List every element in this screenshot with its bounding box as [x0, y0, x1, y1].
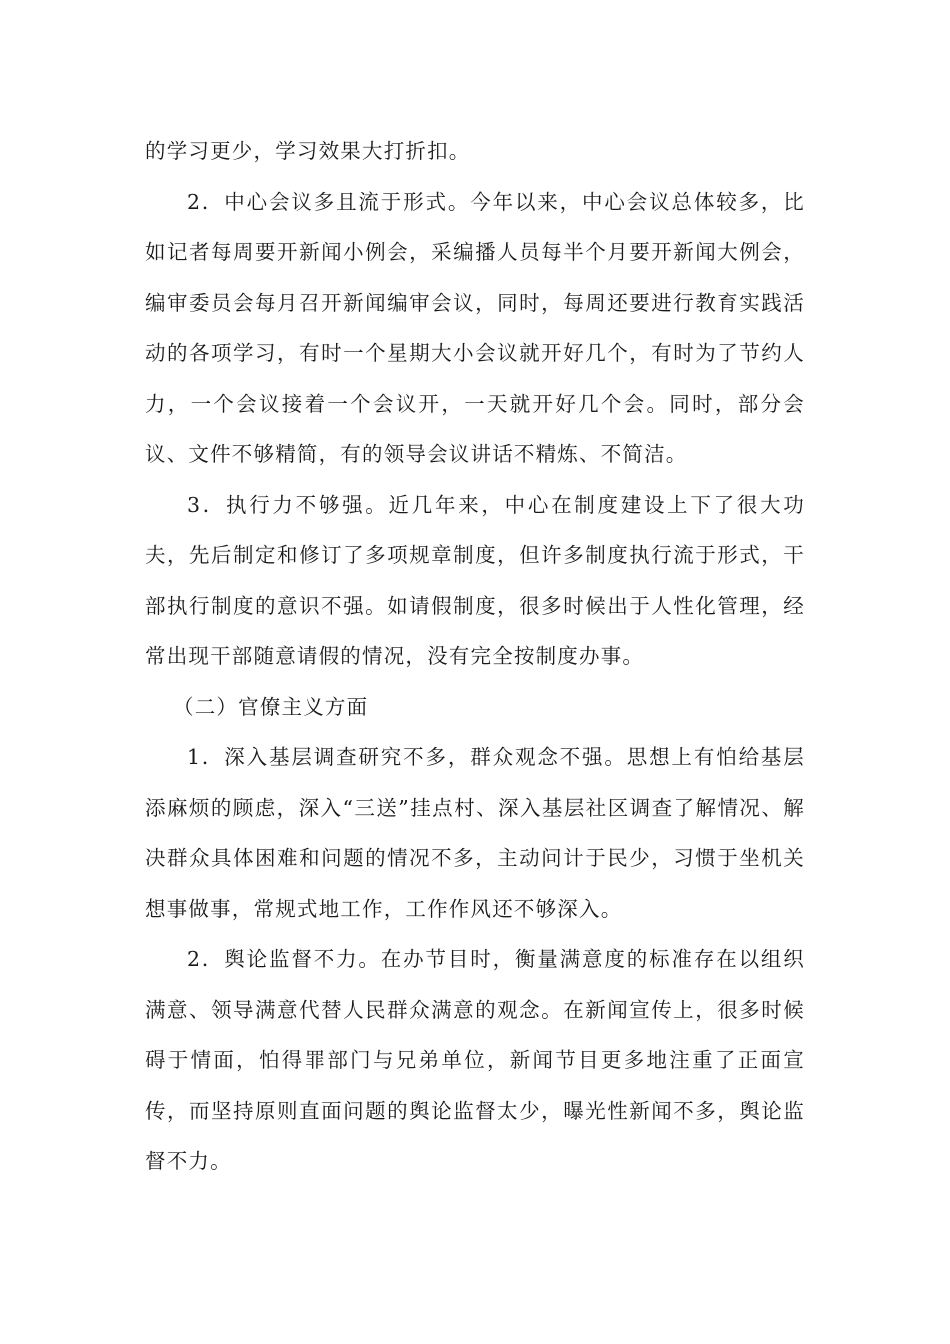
paragraph-meetings: 2．中心会议多且流于形式。今年以来，中心会议总体较多，比如记者每周要开新闻小例会，采编播人员每半个月要开新闻大例会，编审委员会每月召开新闻编审会议，同时，每周还要进行教育实践活动的各项学习，有时一个星期大小会议就开好几个，有时为了节约人力，一个会议接着一个会议开，一天就开好几个会。同时，部分会议、文件不够精简，有的领导会议讲话不精炼、不简洁。: [145, 189, 805, 466]
paragraph-execution: 3．执行力不够强。近几年来，中心在制度建设上下了很大功夫，先后制定和修订了多项规章制度，但许多制度执行流于形式，干部执行制度的意识不强。如请假制度，很多时候出于人性化管理，经常出现干部随意请假的情况，没有完全按制度办事。: [145, 492, 805, 668]
section-heading-bureaucracy: （二）官僚主义方面: [173, 694, 369, 719]
paragraph-grassroots: 1．深入基层调查研究不多，群众观念不强。思想上有怕给基层添麻烦的顾虑，深入“三送”挂点村、深入基层社区调查了解情况、解决群众具体困难和问题的情况不多，主动问计于民少，习惯于坐机关想事做事，常规式地工作，工作作风还不够深入。: [145, 745, 805, 921]
paragraph-continuation: 的学习更少，学习效果大打折扣。: [145, 139, 471, 163]
paragraph-supervision: 2．舆论监督不力。在办节目时，衡量满意度的标准存在以组织满意、领导满意代替人民群众满意的观念。在新闻宣传上，很多时候碍于情面，怕得罪部门与兄弟单位，新闻节目更多地注重了正面宣传，而坚持原则直面问题的舆论监督太少，曝光性新闻不多，舆论监督不力。: [145, 947, 805, 1173]
document-body: [145, 126, 805, 1187]
